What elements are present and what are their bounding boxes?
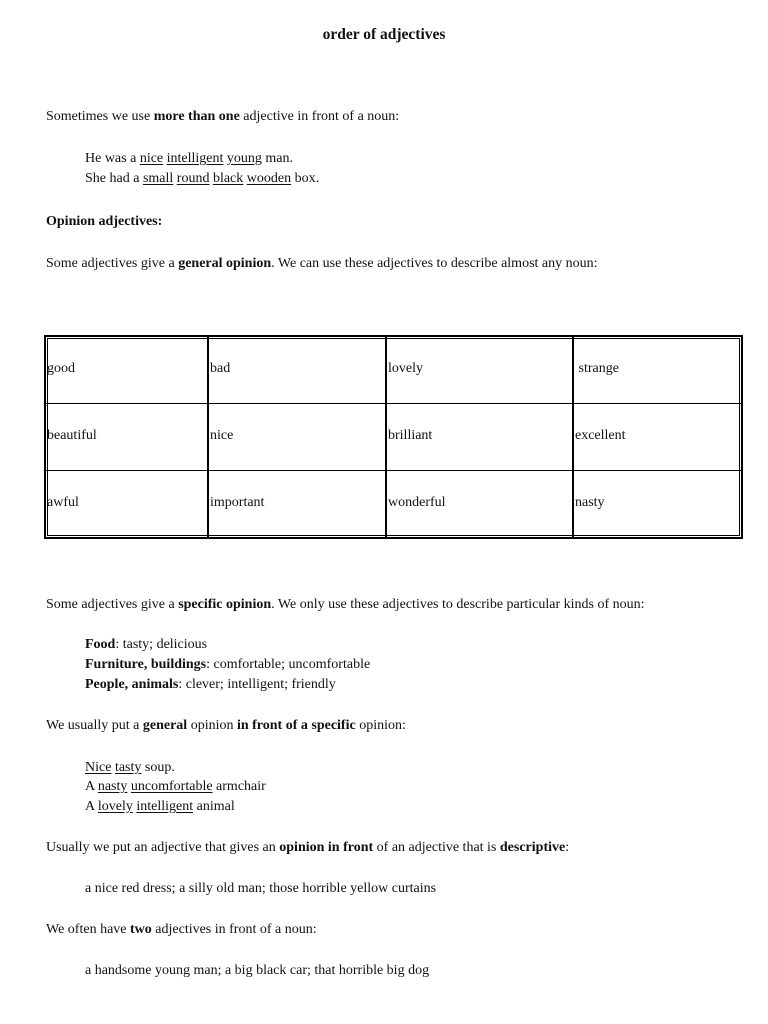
- order-rule-paragraph: We usually put a general opinion in front of a specific opinion:: [46, 718, 406, 733]
- table-cell: brilliant: [386, 404, 573, 471]
- page-title: order of adjectives: [322, 26, 446, 43]
- descriptive-rule-paragraph: Usually we put an adjective that gives an opinion in front of an adjective that is descriptive:: [46, 840, 570, 855]
- example-phrases: a handsome young man; a big black car; that horrible big dog: [85, 963, 430, 978]
- table-cell: strange: [573, 336, 742, 404]
- table-cell: bad: [208, 336, 386, 404]
- table-cell: important: [208, 471, 386, 539]
- example-phrase: A nasty uncomfortable armchair: [85, 779, 266, 794]
- general-opinion-paragraph: Some adjectives give a general opinion. We can use these adjectives to describe almost any noun:: [46, 256, 598, 271]
- table-cell: good: [45, 336, 208, 404]
- table-cell: beautiful: [45, 404, 208, 471]
- table-cell: nice: [208, 404, 386, 471]
- table-cell: wonderful: [386, 471, 573, 539]
- table-cell: lovely: [386, 336, 573, 404]
- opinion-adjectives-table: [44, 335, 743, 539]
- section-heading: Opinion adjectives:: [46, 214, 163, 229]
- example-phrases: a nice red dress; a silly old man; those horrible yellow curtains: [85, 881, 437, 896]
- category-line: Furniture, buildings: comfortable; uncomfortable: [85, 657, 371, 672]
- table-cell: excellent: [573, 404, 742, 471]
- category-line: People, animals: clever; intelligent; friendly: [85, 677, 336, 692]
- intro-paragraph: Sometimes we use more than one adjective in front of a noun:: [46, 109, 400, 124]
- example-sentence: She had a small round black wooden box.: [85, 171, 320, 186]
- category-line: Food: tasty; delicious: [85, 637, 208, 652]
- example-phrase: A lovely intelligent animal: [85, 799, 235, 814]
- two-adjectives-paragraph: We often have two adjectives in front of a noun:: [46, 922, 317, 937]
- table-cell: nasty: [573, 471, 742, 539]
- example-sentence: He was a nice intelligent young man.: [85, 151, 294, 166]
- table-cell: awful: [45, 471, 208, 539]
- example-phrase: Nice tasty soup.: [85, 760, 175, 775]
- specific-opinion-paragraph: Some adjectives give a specific opinion. We only use these adjectives to describe particular kinds of noun:: [46, 597, 645, 612]
